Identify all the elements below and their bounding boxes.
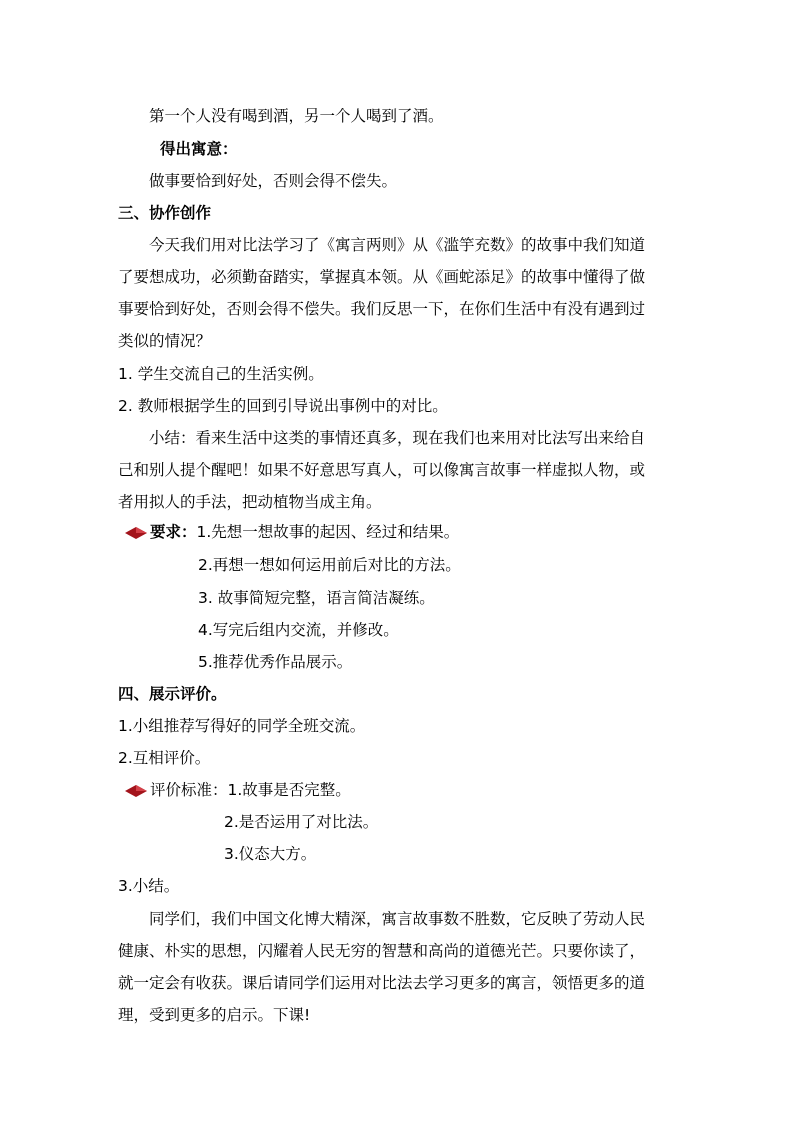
requirement-item: 1.先想一想故事的起因、经过和结果。 — [196, 523, 460, 541]
paragraph-line: 小结：看来生活中这类的事情还真多，现在我们也来用对比法写出来给自 — [149, 429, 646, 447]
list-item: 1. 学生交流自己的生活实例。 — [118, 365, 324, 383]
paragraph-line: 健康、朴实的思想，闪耀着人民无穷的智慧和高尚的道德光芒。只要你读了， — [118, 942, 646, 960]
requirements-label: 要求： — [150, 523, 197, 541]
requirement-item: 4.写完后组内交流，并修改。 — [198, 621, 399, 639]
list-item: 2.互相评价。 — [118, 749, 211, 767]
list-item: 1.小组推荐写得好的同学全班交流。 — [118, 717, 366, 735]
paragraph-line: 类似的情况？ — [118, 332, 212, 350]
paragraph-line: 第一个人没有喝到酒，另一个人喝到了酒。 — [149, 107, 444, 125]
paragraph-line: 就一定会有收获。课后请同学们运用对比法去学习更多的寓言，领悟更多的道 — [118, 974, 646, 992]
criteria-item: 2.是否运用了对比法。 — [224, 813, 379, 831]
list-item: 3.小结。 — [118, 877, 180, 895]
paragraph-line: 做事要恰到好处，否则会得不偿失。 — [149, 172, 398, 190]
paragraph-line: 同学们，我们中国文化博大精深，寓言故事数不胜数，它反映了劳动人民 — [149, 910, 646, 928]
paragraph-line: 事要恰到好处，否则会得不偿失。我们反思一下，在你们生活中有没有遇到过 — [118, 300, 646, 318]
section-heading: 四、展示评价。 — [118, 685, 227, 703]
paragraph-line: 了要想成功，必须勤奋踏实，掌握真本领。从《画蛇添足》的故事中懂得了做 — [118, 268, 646, 286]
subheading: 得出寓意： — [160, 140, 238, 158]
paragraph-line: 者用拟人的手法，把动植物当成主角。 — [118, 493, 382, 511]
section-heading: 三、协作创作 — [118, 204, 212, 222]
diamond-bullet-icon — [124, 526, 148, 540]
requirement-item: 2.再想一想如何运用前后对比的方法。 — [198, 556, 461, 574]
paragraph-line: 理，受到更多的启示。下课! — [118, 1006, 311, 1024]
requirement-item: 5.推荐优秀作品展示。 — [198, 653, 353, 671]
requirement-item: 3. 故事简短完整，语言简洁凝练。 — [198, 589, 435, 607]
requirements-line — [124, 521, 459, 543]
paragraph-line: 今天我们用对比法学习了《寓言两则》从《滥竽充数》的故事中我们知道 — [149, 236, 646, 254]
diamond-bullet-icon — [124, 784, 148, 798]
criteria-label: 评价标准：1.故事是否完整。 — [150, 781, 351, 799]
list-item: 2. 教师根据学生的回到引导说出事例中的对比。 — [118, 397, 448, 415]
paragraph-line: 己和别人提个醒吧！如果不好意思写真人，可以像寓言故事一样虚拟人物，或 — [118, 461, 646, 479]
evaluation-criteria-line — [124, 779, 351, 801]
criteria-item: 3.仪态大方。 — [224, 845, 317, 863]
